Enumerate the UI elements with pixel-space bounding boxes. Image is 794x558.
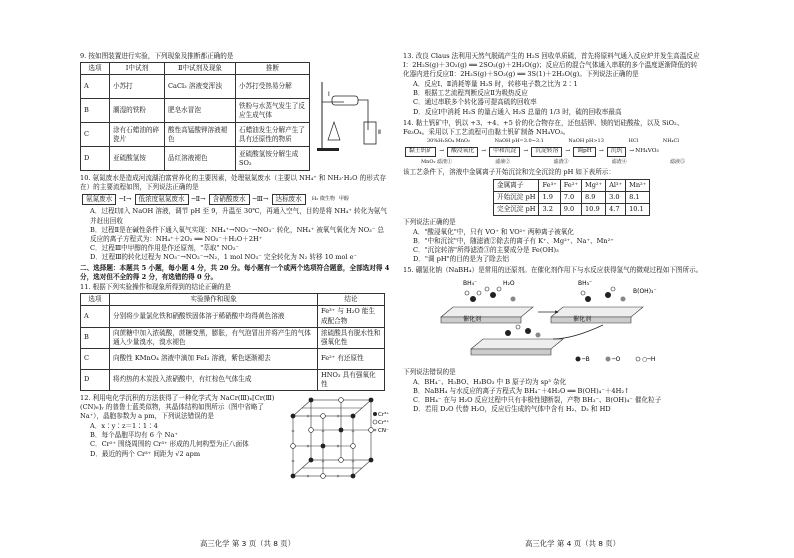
- q10-option-a: A．过程Ⅰ加入 NaOH 溶液，调节 pH 至 9，升温至 30℃，再通入空气，目的是将 NH₄⁺ 转化为氨气并赶出回收: [90, 207, 387, 225]
- q11-header: 实验操作和现象: [110, 294, 318, 306]
- ion-header: Fe²⁺: [560, 179, 581, 191]
- q11-stem: 11. 根据下列实验操作和现象所得到的结论正确的是: [80, 283, 232, 292]
- section-2-heading: 二、选择题：本题共 5 小题，每小题 4 分，共 20 分。每小题有一个或两个选项符合题意，全部选对得 4 分，选对但不全的得 2 分，有选错的得 0 分。: [80, 264, 390, 282]
- q15-option-c: C．BH₄⁻ 在与 H₂O 反应过程中只有非极性键断裂，产物 BH₃⁻、B(OH)₄⁻ 催化粒子: [413, 395, 662, 404]
- flow-box: 酸浸氧化: [447, 147, 478, 157]
- ion-header: Mg²⁺: [581, 179, 605, 191]
- cell: C: [81, 123, 110, 147]
- cell: 1.9: [539, 191, 560, 203]
- cell: 分别将少量氯化铁和硝酸铁固体溶于稀硝酸中均得黄色溶液: [110, 306, 318, 327]
- table-row: [81, 327, 385, 348]
- cell: 开始沉淀 pH: [494, 191, 539, 203]
- table-row: [81, 123, 310, 147]
- byproduct-label: 滤液⑤: [669, 158, 685, 165]
- q14-flow: 黏土钒矿 → 酸浸氧化 → 中和沉淀 → 沉淀转溶 → 调pH → 沉钒 → NH₄VO₃: [403, 147, 703, 157]
- svg-text:Ⅰ: Ⅰ: [328, 91, 330, 99]
- q10-option-b: B．过程Ⅱ是在碱性条件下通入氧气实现：NH₄⁺→NO₂⁻→NO₃⁻ 转化，NH₄⁺ 被氧气氧化为 NO₃⁻ 总反应的离子方程式为：NH₄⁺＋2O₂ ══ NO₃⁻＋H₂O＋2H⁺: [90, 225, 384, 243]
- lattice-legend: Cr²⁺: [378, 419, 390, 426]
- ion-header: Mn²⁺: [626, 179, 650, 191]
- flow-note: H₂ 微生物: [311, 196, 335, 203]
- cell: 10.9: [581, 203, 605, 215]
- flow-box: 沉淀转溶: [531, 147, 562, 157]
- q13-option-b: B．根据工艺流程判断反应Ⅱ为吸热反应: [413, 89, 528, 98]
- byproduct-label: 滤渣④: [611, 158, 627, 165]
- q13-option-c: C．通过串联多个转化器可提高硫的回收率: [413, 98, 537, 107]
- table-row: [494, 203, 650, 215]
- q10-option-c: C．过程Ⅲ中甲醇的作用是作还原剂，"萃取" NO₃⁻: [90, 243, 239, 252]
- cell: 4.7: [606, 203, 626, 215]
- cell: 小苏打受热易分解: [236, 75, 310, 99]
- cell: CaCl₂ 溶液变浑浊: [165, 75, 236, 99]
- flow-box: 氨氮废水: [82, 194, 116, 205]
- cell: 酸性高锰酸钾溶液褪色: [165, 123, 236, 147]
- right-page-footer: 高三化学 第 4 页（共 8 页）: [525, 539, 621, 548]
- flow-note: 甲醇: [338, 196, 349, 203]
- reaction-mechanism-diagram: [403, 277, 703, 365]
- left-page: [80, 52, 390, 494]
- flow-box: 达标废水: [272, 194, 306, 205]
- cell: 浓硫酸具有脱水性和强氧化性: [318, 327, 385, 348]
- q15-question: 下列说法错误的是: [403, 367, 456, 376]
- flow-arrow: ─Ⅱ→: [191, 195, 206, 204]
- cell: C: [81, 348, 110, 369]
- cell: 向酸性 KMnO₄ 溶液中滴加 FeI₂ 溶液，紫色逐渐褪去: [110, 348, 318, 369]
- cell: B: [81, 99, 110, 123]
- diagram-label: B(OH)₃⁻: [633, 287, 657, 295]
- q9-header: 选项: [81, 63, 110, 75]
- table-row: [81, 369, 385, 390]
- q9-header: Ⅰ中试剂: [110, 63, 165, 75]
- cell: D: [81, 147, 110, 171]
- cell: HNO₃ 具有强氧化性: [318, 369, 385, 390]
- cell: 石蜡油发生分解产生了具有还原性的物质: [236, 123, 310, 147]
- cell: 8.1: [626, 191, 650, 203]
- q12-stem: 12. 利用电化学沉积的方法获得了一种化学式为 NaCr(Ⅲ)ₓ[Cr(Ⅲ)(CN)₆]ᵧ 的普鲁士蓝类似物，其晶体结构如图所示（图中省略了 Na⁺），晶胞参数为 a pm，下列说法错误的是: [80, 393, 275, 421]
- q10-option-d: D．过程Ⅲ的转化过程为 NO₃⁻→NO₂⁻→N₂，1 mol NO₃⁻ 完全转化为 N₂ 转移 10 mol e⁻: [90, 252, 358, 261]
- cell: 向蔗糖中加入浓硫酸，蔗糖变黑，膨胀，有气泡冒出并将产生的气体通入少量溴水，溴水褪色: [110, 327, 318, 348]
- cell: 3.0: [606, 191, 626, 203]
- q14-condition: 该工艺条件下，溶液中金属离子开始沉淀和完全沉淀的 pH 如下表所示：: [403, 167, 615, 176]
- q14-question: 下列说法正确的是: [403, 217, 456, 226]
- ion-header: Fe³⁺: [539, 179, 560, 191]
- cell: 涂有石蜡油的碎瓷片: [110, 123, 165, 147]
- crystal-lattice-diagram: [285, 394, 390, 494]
- byproduct-label: 滤液②: [495, 158, 511, 165]
- apparatus-diagram: [314, 62, 389, 154]
- left-page-footer: 高三化学 第 3 页（共 8 页）: [200, 539, 296, 548]
- cell: D: [81, 369, 110, 390]
- q9-table: [80, 62, 310, 171]
- q11-header: 结论: [318, 294, 385, 306]
- cell: A: [81, 75, 110, 99]
- q13-option-d: D．反应Ⅰ中消耗 H₂S 的量占通入 H₂S 总量的 1/3 时，硫的回收率最高: [413, 107, 622, 116]
- table-row: [81, 147, 310, 171]
- byproduct-label: MnO₂ 滤渣①: [421, 158, 453, 165]
- q15-stem: 15. 硼氢化钠（NaBH₄）是常用的还原剂。在催化剂作用下与水反应获得氢气的微观过程如下图所示。: [403, 266, 703, 275]
- q14-ion-table: [493, 179, 650, 216]
- q14-option-c: C．"沉淀转溶"所得滤渣③的主要成分是 Fe(OH)₃: [413, 246, 559, 255]
- flow-box: 含硝酸废水: [209, 194, 250, 205]
- right-page: [403, 52, 703, 414]
- flow-box: 沉钒: [607, 147, 627, 157]
- q14-option-d: D．"调 pH"的目的是为了除去铝: [413, 255, 509, 264]
- diagram-label: BH₃⁻: [578, 279, 593, 287]
- q9-stem: 9. 按如图装置进行实验，下列现象及推断都正确的是: [80, 52, 234, 60]
- reagent-label: HCl: [628, 137, 639, 144]
- q13-option-a: A．反应Ⅰ、Ⅱ消耗等量 H₂S 时，转移电子数之比为 2∶1: [413, 80, 578, 89]
- cell: 亚硫酸氢铵: [110, 147, 165, 171]
- cell: 小苏打: [110, 75, 165, 99]
- cell: 9.0: [560, 203, 581, 215]
- table-row: [81, 75, 310, 99]
- diagram-label: BH₄⁻: [463, 279, 478, 287]
- lattice-legend: Cr³⁺: [378, 411, 390, 418]
- diagram-label: 催化剂: [573, 315, 592, 323]
- q14-option-b: B．"中和沉淀"中，随滤液②除去的离子有 K⁺、Mg²⁺、Na⁺、Mn²⁺: [413, 237, 614, 246]
- reagent-label: NH₄Cl: [662, 137, 679, 144]
- q9-header: Ⅱ中试剂及现象: [165, 63, 236, 75]
- reagent-label: 30%H₂SO₄ MnO₂: [427, 137, 471, 144]
- q15-option-d: D．若用 D₂O 代替 H₂O，反应后生成的气体中含有 H₂、D₂ 和 HD: [413, 405, 611, 414]
- cell: Fe³⁺ 与 H₂O 能生成配合物: [318, 306, 385, 327]
- cell: 7.0: [560, 191, 581, 203]
- flow-arrow: ─Ⅰ→: [119, 195, 132, 204]
- cell: B: [81, 327, 110, 348]
- cell: 品红溶液褪色: [165, 147, 236, 171]
- flow-box: 调pH: [573, 147, 596, 157]
- flow-box: 黏土钒矿: [405, 147, 436, 157]
- table-row: [81, 348, 385, 369]
- diagram-label: H₂O: [503, 279, 515, 287]
- cell: 8.9: [581, 191, 605, 203]
- diagram-label: 催化剂: [463, 315, 482, 323]
- q12-option-d: D．最近的两个 Cr³⁺ 间距为 √2 apm: [90, 449, 201, 458]
- q11-header: 选项: [81, 294, 110, 306]
- q14-option-a: A．"酸浸氧化"中，只有 VO⁺ 和 VO²⁺ 两种离子被氧化: [413, 228, 575, 237]
- legend-item: ─O: [612, 355, 621, 363]
- ion-header: Al³⁺: [606, 179, 626, 191]
- q14-stem: 14. 黏土钒矿中，钒以 +3、+4、+5 价的化合物存在，还包括钾、镁的铝硅酸盐，以及 SiO₂、Fe₃O₄。采用以下工艺流程可由黏土钒矿制备 NH₄VO₃。: [403, 118, 684, 136]
- flow-arrow: ─Ⅲ→: [252, 195, 269, 204]
- q15-option-b: B．NaBH₄ 与水反应的离子方程式为 BH₄⁻＋4H₂O ══ B(OH)₄⁻＋4H₂↑: [413, 386, 630, 395]
- cell: 肥皂水冒泡: [165, 99, 236, 123]
- byproduct-label: 滤渣③: [553, 158, 569, 165]
- ion-header: 金属离子: [494, 179, 539, 191]
- q10-flow: [80, 194, 390, 205]
- cell: 完全沉淀 pH: [494, 203, 539, 215]
- reagent-label: NaOH pH>13: [568, 137, 604, 144]
- q10-stem: 10. 氨氮废水是造成河流湖泊富营养化的主要因素，处理氨氮废水（主要以 NH₄⁺ 和 NH₃·H₂O 的形式存在）的主要流程如图，下列说法正确的是: [80, 174, 387, 192]
- q9-header: 推断: [236, 63, 310, 75]
- flow-product: NH₄VO₃: [635, 147, 659, 154]
- cell: Fe²⁺ 有还原性: [318, 348, 385, 369]
- cell: 10.1: [626, 203, 650, 215]
- lattice-legend: CN⁻: [378, 427, 389, 434]
- svg-text:Ⅱ: Ⅱ: [378, 129, 381, 137]
- cell: 铁粉与水蒸气发生了反应生成气体: [236, 99, 310, 123]
- flow-box: 中和沉淀: [489, 147, 520, 157]
- flow-box: 低浓度氨氮废水: [135, 194, 189, 205]
- table-row: [81, 99, 310, 123]
- q12-option-c: C．Cr²⁺ 围绕周围的 Cr³⁺ 形成的几何构型为正八面体: [90, 440, 249, 449]
- cell: 3.2: [539, 203, 560, 215]
- q11-table: [80, 293, 385, 391]
- q12-option-a: A．x∶y∶z＝1∶1∶4: [90, 422, 158, 431]
- legend-item: ─B: [582, 355, 590, 363]
- q13-stem: 13. 改良 Claus 法利用天然气脱硫产生的 H₂S 回收单质硫，首先将原料气通入反应炉并发生高温反应Ⅰ：2H₂S(g)＋3O₂(g) ══ 2SO₂(g)＋2H₂O(g)；反应后的混合气体通入串联的多个温度逐渐降低的转化器内进行反应Ⅱ：2H₂S(g)＋SO₂(g) ══ 3S(1)＋2H₂O(g)。下列说法正确的是: [403, 52, 700, 79]
- cell: 将灼热的木炭投入浓硝酸中，有红棕色气体生成: [110, 369, 318, 390]
- cell: 亚硫酸氢铵分解生成SO₂: [236, 147, 310, 171]
- reagent-label: NaOH pH=3.0~3.1: [494, 137, 544, 144]
- table-row: [494, 191, 650, 203]
- cell: 潮湿的铁粉: [110, 99, 165, 123]
- table-row: [81, 306, 385, 327]
- legend-item: ○─H: [642, 355, 656, 363]
- cell: A: [81, 306, 110, 327]
- q15-option-a: A．BH₄⁻、H₃BO、H₃BO₃ 中 B 原子均为 sp³ 杂化: [413, 377, 567, 386]
- q12-option-b: B．每个晶胞平均有 6 个 Na⁺: [90, 431, 178, 440]
